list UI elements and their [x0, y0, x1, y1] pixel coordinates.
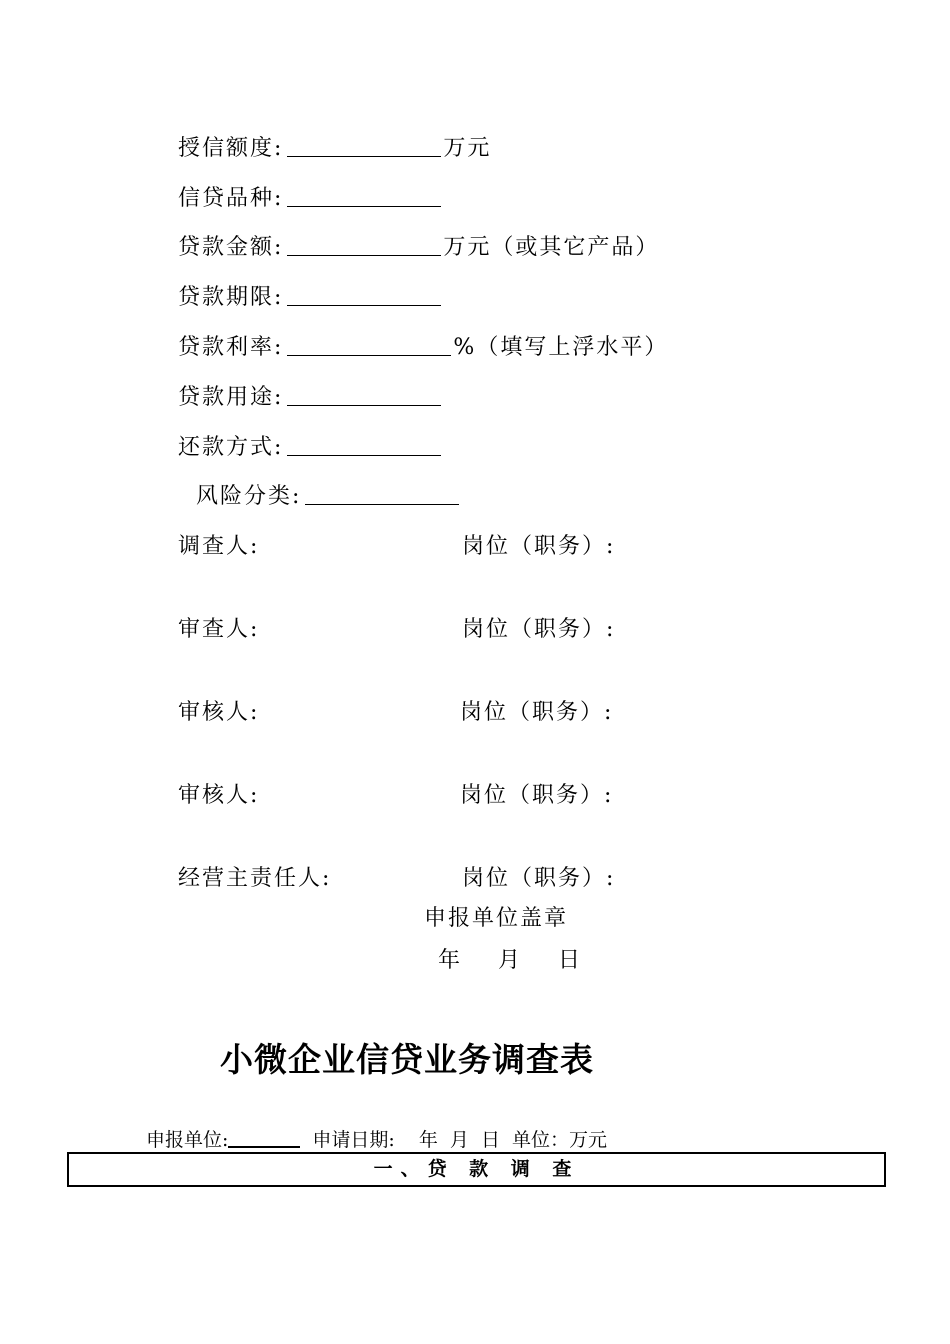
signatory-position: 岗位（职务）: — [460, 700, 614, 725]
field-label: 授信额度: — [178, 136, 284, 161]
field-suffix: 万元（或其它产品） — [443, 235, 660, 260]
field-label: 还款方式: — [178, 435, 284, 460]
form-title: 小微企业信贷业务调查表 — [220, 1040, 594, 1079]
field-label: 信贷品种: — [178, 186, 284, 211]
signatory-role: 经营主责任人: — [178, 866, 332, 891]
blank-line[interactable] — [287, 136, 441, 157]
field-credit-line — [178, 134, 491, 164]
apply-unit-measure: 单位：万元 — [511, 1129, 607, 1151]
blank-line[interactable] — [287, 335, 451, 356]
blank-line[interactable] — [287, 285, 441, 306]
field-credit-type — [178, 184, 443, 214]
field-label: 贷款期限: — [178, 285, 284, 310]
section-header: 一、贷 款 调 查 — [67, 1152, 886, 1187]
signatory-position: 岗位（职务）: — [462, 866, 616, 891]
signatory-position: 岗位（职务）: — [462, 534, 616, 559]
field-loan-amount — [178, 233, 659, 263]
field-interest-rate — [178, 333, 668, 363]
signatory-role: 审查人: — [178, 617, 260, 642]
field-label: 贷款金额: — [178, 235, 284, 260]
blank-line[interactable] — [287, 235, 441, 256]
blank-line[interactable] — [287, 186, 441, 207]
field-label: 风险分类: — [196, 484, 302, 509]
stamp-label: 申报单位盖章 — [424, 906, 569, 931]
field-risk-class — [196, 482, 461, 512]
apply-date-value: 年 月 日 — [418, 1129, 500, 1151]
signatory-position: 岗位（职务）: — [460, 783, 614, 808]
apply-date-label: 申请日期: — [312, 1129, 395, 1151]
signatory-role: 审核人: — [178, 700, 260, 725]
apply-unit-label: 申报单位: — [146, 1129, 229, 1151]
field-loan-term — [178, 283, 443, 313]
field-suffix: %（填写上浮水平） — [453, 335, 669, 360]
apply-line — [146, 1127, 607, 1153]
signatory-position: 岗位（职务）: — [462, 617, 616, 642]
field-loan-purpose — [178, 383, 443, 413]
blank-line[interactable] — [287, 435, 441, 456]
apply-unit-blank[interactable] — [228, 1128, 300, 1148]
field-label: 贷款用途: — [178, 385, 284, 410]
blank-line[interactable] — [305, 484, 459, 505]
signatory-role: 调查人: — [178, 534, 260, 559]
blank-line[interactable] — [287, 385, 441, 406]
field-repayment-method — [178, 433, 443, 463]
field-suffix: 万元 — [443, 136, 492, 161]
field-label: 贷款利率: — [178, 335, 284, 360]
date-line: 年 月 日 — [438, 948, 582, 973]
signatory-role: 审核人: — [178, 783, 260, 808]
